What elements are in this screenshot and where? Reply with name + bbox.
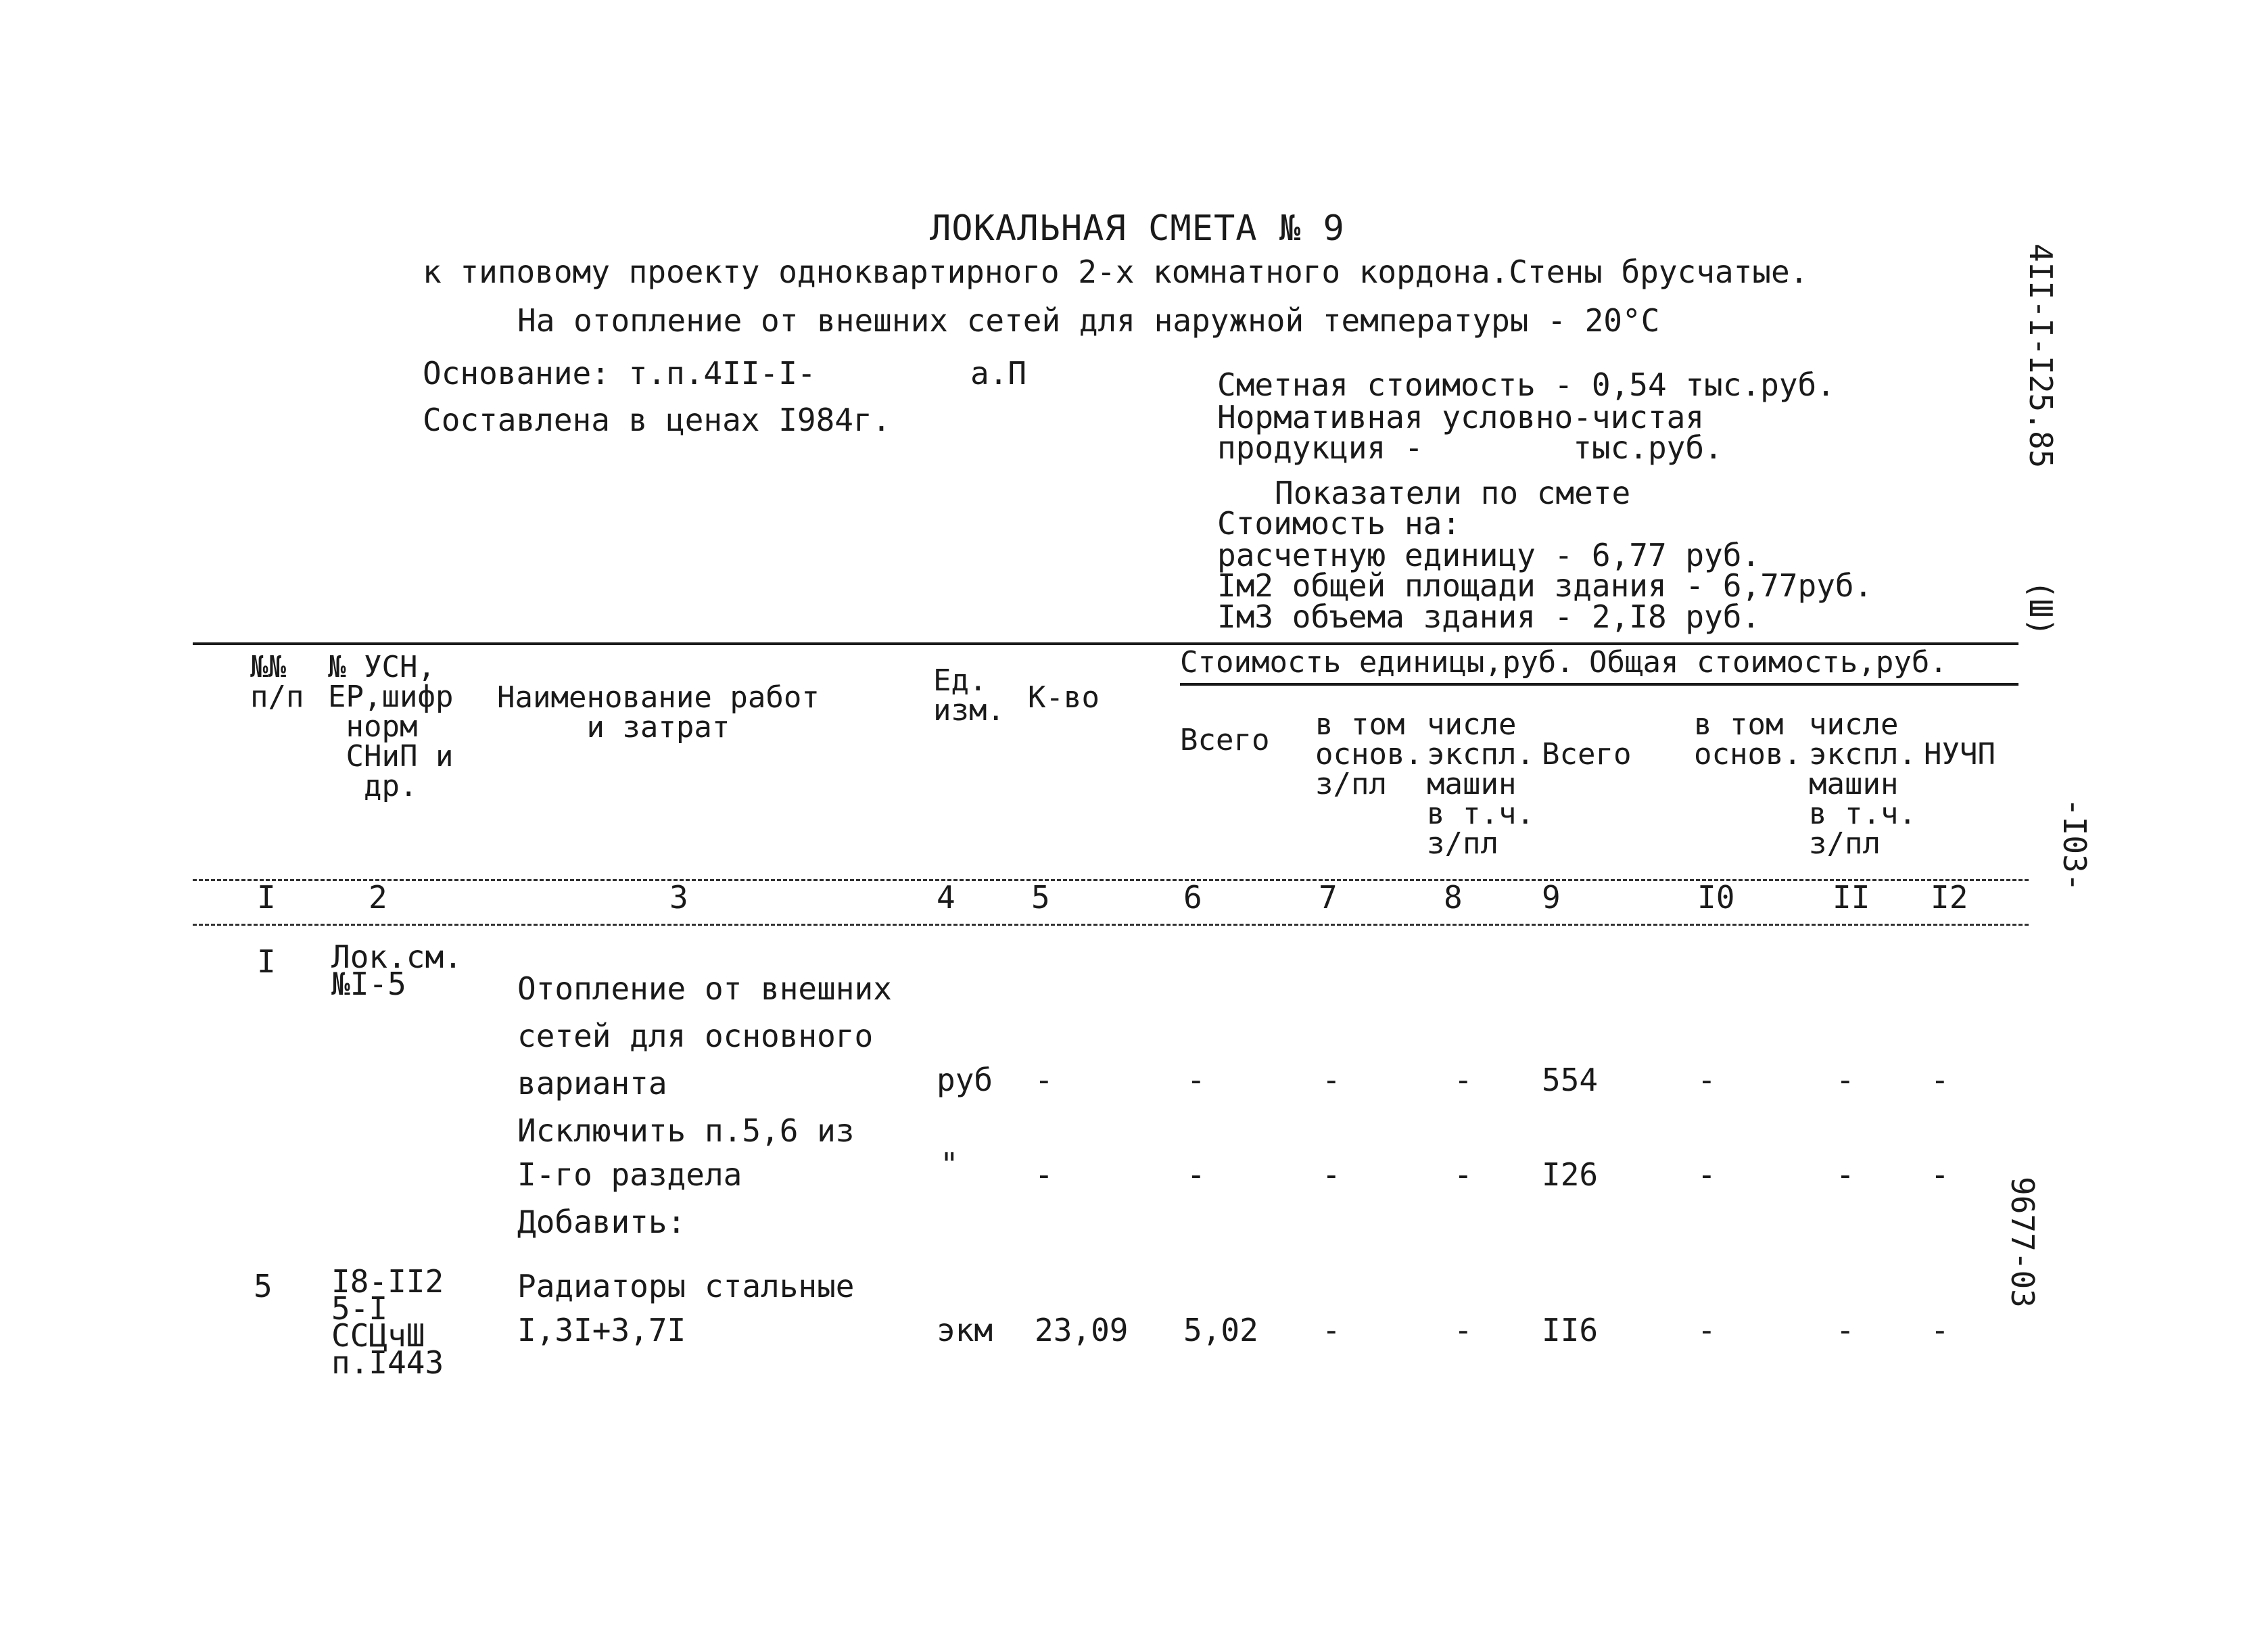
- col-number-3: 3: [669, 879, 688, 916]
- group-header-rule: [1180, 683, 2018, 686]
- document-purpose: На отопление от внешних сетей для наружной температуры - 20°С: [517, 302, 1660, 339]
- doc-number-vertical: 9677-03: [2004, 1177, 2041, 1308]
- header-unit-total: Всего: [1180, 723, 1270, 757]
- row-total-machines: -: [1836, 1312, 1855, 1348]
- row-total-base-wage: -: [1697, 1312, 1716, 1348]
- row-unit-base-wage: -: [1322, 1062, 1341, 1098]
- row-total: I26: [1542, 1156, 1599, 1193]
- project-code-vertical: 4II-I-I25.85: [2023, 243, 2059, 469]
- header-total-machines: числе экспл. машин в т.ч. з/пл: [1809, 707, 1916, 861]
- row-nuchp: -: [1931, 1062, 1950, 1098]
- col-number-10: I0: [1697, 879, 1735, 916]
- header-quantity: К-во: [1028, 680, 1100, 715]
- row-total: II6: [1542, 1312, 1599, 1348]
- col-number-1: I: [257, 879, 276, 916]
- normative-line-2: продукция - тыс.руб.: [1217, 429, 1723, 466]
- cost-per-m3: Iм3 объема здания - 2,I8 руб.: [1217, 598, 1761, 635]
- row-norm-code: I8-II2 5-I ССЦчШ п.I443: [331, 1263, 444, 1381]
- row-unit-machines: -: [1454, 1312, 1473, 1348]
- col-number-2: 2: [369, 879, 387, 916]
- row-work-name-line: Исключить п.5,6 из: [517, 1112, 855, 1149]
- header-total-cost-group: Общая стоимость,руб.: [1589, 645, 1947, 680]
- col-number-5: 5: [1031, 879, 1050, 916]
- row-quantity: 23,09: [1035, 1312, 1129, 1348]
- row-unit: экм: [937, 1312, 993, 1348]
- estimated-cost: Сметная стоимость - 0,54 тыс.руб.: [1217, 367, 1835, 403]
- header-total-base-wage: в том основ.: [1694, 707, 1801, 772]
- document-subtitle: к типовому проекту одноквартирного 2-х комнатного кордона.Стены брусчатые.: [423, 254, 1809, 290]
- header-bottom-rule: [193, 879, 2029, 881]
- header-total: Всего: [1542, 737, 1632, 772]
- col-number-6: 6: [1183, 879, 1202, 916]
- document-title: ЛОКАЛЬНАЯ СМЕТА № 9: [930, 208, 1345, 249]
- header-row-number: №№ п/п: [250, 650, 304, 714]
- col-number-9: 9: [1542, 879, 1561, 916]
- row-work-name-line: Радиаторы стальные: [517, 1268, 855, 1304]
- basis-text: Основание: т.п.4II-I-: [423, 355, 816, 392]
- basis-album: а.П: [970, 355, 1027, 392]
- row-unit-machines: -: [1454, 1062, 1473, 1098]
- cost-per-m2: Iм2 общей площади здания - 6,77руб.: [1217, 567, 1873, 604]
- row-quantity: -: [1035, 1062, 1054, 1098]
- col-number-12: I2: [1931, 879, 1968, 916]
- row-nuchp: -: [1931, 1156, 1950, 1193]
- col-number-8: 8: [1444, 879, 1463, 916]
- row-unit-machines: -: [1454, 1156, 1473, 1193]
- row-nuchp: -: [1931, 1312, 1950, 1348]
- row-norm-code: Лок.см. №I-5: [331, 939, 463, 1002]
- row-work-name-line: I,3I+3,7I: [517, 1312, 686, 1348]
- header-unit: Ед. изм.: [933, 663, 1005, 728]
- indicators-title: Показатели по смете: [1275, 475, 1631, 511]
- row-work-name-line: сетей для основного: [517, 1018, 874, 1054]
- header-nuchp: НУЧП: [1924, 737, 1995, 772]
- header-work-name: Наименование работ и затрат: [497, 680, 820, 745]
- row-quantity: -: [1035, 1156, 1054, 1193]
- row-unit-base-wage: -: [1322, 1312, 1341, 1348]
- row-work-name-line: Добавить:: [517, 1204, 686, 1240]
- row-unit-total: -: [1187, 1062, 1206, 1098]
- row-unit-total: 5,02: [1183, 1312, 1258, 1348]
- row-unit-total: -: [1187, 1156, 1206, 1193]
- row-work-name-line: варианта: [517, 1065, 667, 1102]
- row-total-machines: -: [1836, 1062, 1855, 1098]
- row-number: I: [257, 943, 276, 980]
- cost-per-unit: расчетную единицу - 6,77 руб.: [1217, 537, 1761, 573]
- row-total-base-wage: -: [1697, 1062, 1716, 1098]
- page-number-vertical: -I03-: [2056, 798, 2093, 892]
- header-unit-machines: числе экспл. машин в т.ч. з/пл: [1427, 707, 1534, 861]
- album-mark-vertical: (Ш): [2023, 580, 2059, 637]
- col-number-4: 4: [937, 879, 955, 916]
- header-unit-cost-group: Стоимость единицы,руб.: [1180, 645, 1574, 680]
- header-unit-base-wage: в том основ. з/пл: [1315, 707, 1423, 801]
- row-unit: руб: [937, 1062, 993, 1098]
- row-total: 554: [1542, 1062, 1599, 1098]
- col-number-11: II: [1833, 879, 1870, 916]
- row-work-name-line: I-го раздела: [517, 1156, 742, 1193]
- row-total-machines: -: [1836, 1156, 1855, 1193]
- normative-line-1: Нормативная условно-чистая: [1217, 399, 1705, 435]
- column-number-rule: [193, 924, 2029, 926]
- header-norm-code: № УСН, ЕР,шифр норм СНиП и др.: [328, 650, 454, 803]
- col-number-7: 7: [1319, 879, 1338, 916]
- row-unit: ": [940, 1146, 959, 1183]
- price-level-text: Составлена в ценах I984г.: [423, 402, 891, 438]
- row-work-name-line: Отопление от внешних: [517, 970, 892, 1007]
- row-unit-base-wage: -: [1322, 1156, 1341, 1193]
- row-total-base-wage: -: [1697, 1156, 1716, 1193]
- cost-on-label: Стоимость на:: [1217, 505, 1461, 542]
- row-number: 5: [254, 1268, 273, 1304]
